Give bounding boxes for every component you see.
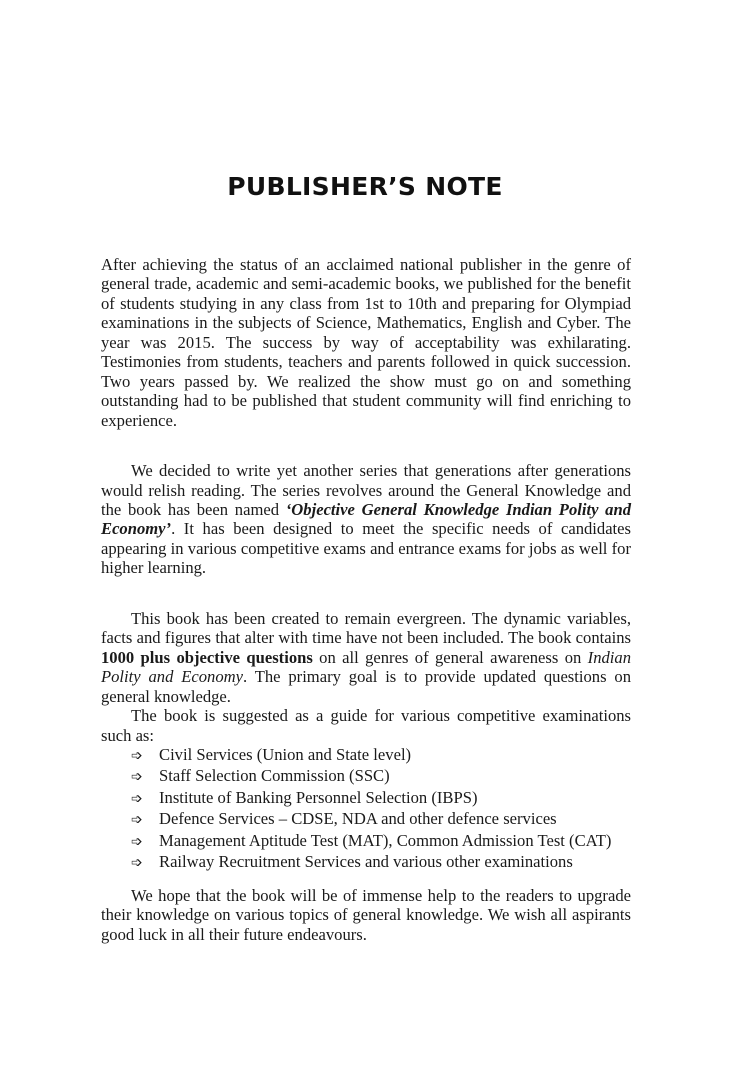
list-item-text: Railway Recruitment Services and various other examinations: [159, 852, 573, 872]
list-item: [131, 788, 631, 809]
paragraph-guide: The book is suggested as a guide for various competitive examinations such as:: [101, 706, 631, 745]
text: . It has been designed to meet the specific needs of candidates appearing in various competitive exams and entrance exams for jobs as well for higher learning.: [101, 519, 631, 578]
book-title: ‘Objective General Knowledge Indian Polity and Economy’: [101, 499, 631, 539]
note-body: [101, 255, 631, 944]
arrow-bullet-icon: ➩: [131, 791, 143, 807]
list-item: [131, 852, 631, 873]
list-item-text: Civil Services (Union and State level): [159, 744, 412, 764]
paragraph-intro: After achieving the status of an acclaimed national publisher in the genre of general trade, academic and semi-academic books, we published for the benefit of students studying in any class from 1st to 10th and preparing for Olympiad examinations in the subjects of Science, Mathematics, English and Cyber. The year was 2015. The success by way of acceptability was exhilarating. Testimonies from students, teachers and parents followed in quick succession. Two years passed by. We realized the show must go on and something outstanding had to be published that student community will find enriching to experience.: [101, 255, 631, 430]
arrow-bullet-icon: ➩: [131, 813, 143, 829]
list-item-text: Defence Services – CDSE, NDA and other defence services: [159, 809, 557, 829]
page-title: PUBLISHER’S NOTE: [227, 172, 503, 201]
arrow-bullet-icon: ➩: [131, 748, 143, 764]
list-item-text: Institute of Banking Personnel Selection (IBPS): [159, 787, 478, 807]
text: . The primary goal is to provide updated questions on general knowledge.: [101, 667, 631, 706]
text: We decided to write yet another series that generations after generations would relish reading. The series revolves around the General Knowledge and the book has been named: [101, 461, 631, 519]
list-item: [131, 766, 631, 787]
paragraph-series: [101, 461, 631, 578]
text: on all genres of general awareness on: [312, 647, 588, 667]
text: This book has been created to remain evergreen. The dynamic variables, facts and figures that alter with time have not been included. The book contains: [101, 608, 631, 648]
paragraph-closing: We hope that the book will be of immense help to the readers to upgrade their knowledge on various topics of general knowledge. We wish all aspirants good luck in all their future endeavours.: [101, 885, 631, 944]
list-item: [131, 809, 631, 830]
subject: Indian Polity and Economy: [101, 647, 631, 687]
arrow-bullet-icon: ➩: [131, 834, 143, 850]
list-item-text: Staff Selection Commission (SSC): [159, 766, 390, 786]
exam-list: [101, 745, 631, 874]
arrow-bullet-icon: ➩: [131, 770, 143, 786]
list-item-text: Management Aptitude Test (MAT), Common Admission Test (CAT): [159, 830, 612, 850]
question-count: 1000 plus objective questions: [101, 647, 313, 667]
paragraph-content: [101, 609, 631, 706]
arrow-bullet-icon: ➩: [131, 856, 143, 872]
list-item: [131, 831, 631, 852]
list-item: [131, 745, 631, 766]
